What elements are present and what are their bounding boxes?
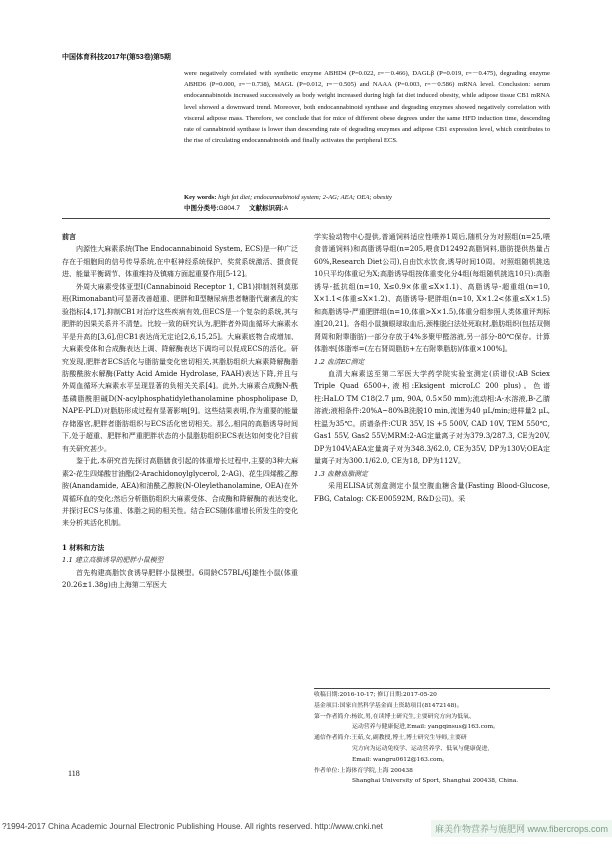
journal-header: 中国体育科技2017年(第53卷)第5期	[62, 54, 171, 61]
right-paragraph-2: 血清大麻素送至第二军医大学药学院实验室测定(质谱仪:AB Sciex Triple Quad 6500+,液相:Eksigent microLC 200 plus)。色谱柱:HaLO TM C18(2.7 μm, 90A, 0.5×50 mm);流动相:A-水溶液,B-乙腈溶液;液相条件:20%A~80%B洗脱10 min,流速为40 μL/min;进样量2 μL,柱温为35℃。质谱条件:CUR 35V, IS +5 500V, CAD 10V, TEM 550℃, Gas1 55V, Gas2 55V;MRM:2-AG定量离子对为379.3/287.3, CE为20V, DP为104V;AEA定量离子对为348.3/62.0, CE为35V, DP为130V;OEA定量离子对为300.1/62.0, CE为18, DP为112V。	[314, 369, 550, 466]
footnotes	[314, 690, 550, 787]
foreword-title: 前言	[62, 232, 76, 241]
keywords	[184, 192, 550, 203]
footnote-corr3: Email: wangru0612@163.com。	[352, 756, 449, 763]
footnote-corr2: 究方向为运动免疫学、运动营养学、低氧与健康促进,	[352, 745, 490, 752]
keywords-items: high fat diet; endocannabinoid system; 2-AG; AEA; OEA; obesity	[218, 194, 392, 201]
abstract-text: were negatively correlated with synthetic enzyme ABHD4 (P=0.022, r=－0.466), DAGLβ (P=0.019, r=－0.475), degrading enzyme ABHD6 (P=0.000, r=－0.738), MAGL (P=0.012, r=－0.505) and NAAA (P=0.003, r=－0.586) mRNA level. Conclusion: serum endocannabinoids increased successively as body weight increased during high fat diet induced obesity, while adipose tissue CB1 mRNA level showed a downward trend. Moreover, both endocannabinoid synthase and degrading enzymes showed negatively correlation with visceral adipose mass. Therefore, we conclude that for mice of different obese degrees under the same HFD induction time, descending rate of cannabinoid synthase is lower than descending rate of degrading enzymes and adipose CB1 expression level, which contributes to the rise of circulating endocannabinoids and finally activates the peripheral ECS.	[184, 70, 550, 145]
footnote-author1-cont: 运动营养与健康促进,Email: yangqinsus@163.com。	[352, 724, 499, 731]
cnki-link[interactable]: http://www.cnki.net	[314, 822, 383, 831]
section-1-3-title: 1.3 血糖血脂测定	[314, 469, 368, 478]
section-1-title: 1 材料和方法	[62, 542, 105, 552]
left-paragraph-2: 外周大麻素受体亚型Ⅰ(Cannabinoid Receptor 1, CB1)抑制剂利莫那班(Rimonabant)可显著改善超重、肥胖和Ⅱ型糖尿病患者糖脂代谢紊乱的实验指标[4,17],抑制CB1对治疗这些疾病有效,但ECS是一个复杂的系统,其与肥胖的因果关系并不清楚。比较一致的研究认为,肥胖者外周血循环大麻素水平是升高的[3,6],但CB1表达尚无定论[2,6,15,25]。大麻素底物合成增加、大麻素受体和合成酶表达上调、降解酶表达下调均可以促成ECS的活化。研究发现,肥胖者ECS活化与脂肪量变化密切相关,其脂肪组织大麻素降解酶脂肪酸酰胺水解酶(Fatty Acid Amide Hydrolase, FAAH)表达下降,并且与外周血循环大麻素水平呈现显著的负相关关系[4]。此外,大麻素合成酶N-酰基磷脂酰胆碱D(N-acylphosphatidylethanolamine phospholipase D, NAPE-PLD)对脂肪形成过程有显著影响[9]。这些结果表明,作为重要的能量存储器官,肥胖者脂肪组织与ECS活化密切相关。那么,相同的高脂诱导时间下,处于超重、肥胖和严重肥胖状态的小鼠脂肪组织ECS表达如何变化?目前有关研究甚少。	[62, 282, 298, 453]
footnote-corr1: 通信作者简介:王茹,女,副教授,博士,博士研究生导师,主要研	[314, 735, 467, 742]
copyright-line	[2, 822, 383, 831]
left-column	[62, 231, 298, 592]
left-paragraph-1: 内源性大麻素系统(The Endocannabinoid System, ECS)是一种广泛存在于细胞间的信号传导系统,在中枢神经系统保护、奖赏系统激活、摄食促进、能量平衡调节、体重维持及镇痛方面起重要作用[5-12]。	[62, 245, 298, 279]
right-column	[314, 231, 550, 505]
abstract-divider	[62, 218, 550, 219]
footnote-unit-en: Shanghai University of Sport, Shanghai 200438, China.	[352, 778, 519, 785]
footnote-unit: 作者单位:上海体育学院,上海 200438	[314, 767, 413, 774]
left-paragraph-4: 首先构建高脂饮食诱导肥胖小鼠模型。6周龄C57BL/6J雄性小鼠(体重20.26±1.38g)由上海第二军医大	[62, 568, 298, 590]
doc-value: A	[283, 205, 289, 212]
classification-line	[184, 203, 288, 212]
footnote-author1: 第一作者简介:杨钦,男,在读博士研究生,主要研究方向为低氧、	[314, 713, 475, 720]
copyright-text: ?1994-2017 China Academic Journal Electronic Publishing House. All rights reserved.	[2, 822, 313, 831]
section-1-1-title: 1.1 建立高脂诱导的肥胖小鼠模型	[62, 556, 164, 565]
watermark-badge: 麻美作物营养与施肥网 www.fibercrops.com	[431, 820, 612, 837]
footnote-divider	[314, 688, 550, 689]
right-paragraph-3: 采用ELISA试剂盒测定小鼠空腹血糖含量(Fasting Blood-Glucose, FBG, Catalog: CK-E00592M, R&D公司)。采	[314, 482, 550, 503]
page-number: 118	[68, 769, 80, 778]
section-1-2-title: 1.2 血清EC测定	[314, 357, 365, 366]
right-paragraph-1: 学实验动物中心提供,普通饲料适应性喂养1周后,随机分为对照组(n=25,喂食普通饲料)和高脂诱导组(n=205,喂食D12492高脂饲料,脂肪提供热量占60%,Research Diet公司),自由饮水饮食,诱导时间10周。对照组随机挑选10只平均体重记为X;高脂诱导组按体重变化分4组(每组随机挑选10只):高脂诱导-抵抗组(n=10, X≤0.9×体重≤X×1.1)、高脂诱导-超重组(n=10, X×1.1<体重≤X×1.2)、高脂诱导-肥胖组(n=10, X×1.2<体重≤X×1.5)和高脂诱导-严重肥胖组(n=10,体重>X×1.5),体重分组参照人类体重评判标准[20,21]。各组小鼠摘眼球取血后,颈椎脱臼法处死取材,脂肪组织(包括双侧肾周和附睾脂肪)一部分存放于4%多聚甲醛溶液,另一部分-80℃保存。计算体脂率[体脂率=(左右肾周脂肪+左右附睾脂肪)/体重×100%]。	[314, 233, 550, 354]
footnote-fund: 基金项目:国家自然科学基金面上资助项目(81472148)。	[314, 702, 463, 709]
bottom-bar	[0, 820, 612, 838]
keywords-label: Key words:	[184, 194, 217, 201]
clc-value: G804.7	[218, 205, 240, 212]
doc-label: 文献标识码:	[249, 205, 284, 212]
left-paragraph-3: 鉴于此,本研究首先探讨高脂膳食引起的体重增长过程中,主要的3种大麻素2-花生四烯酸甘油酯(2-Arachidonoylglycerol, 2-AG)、花生四烯酸乙醇胺(Anandamide, AEA)和油酰乙醇胺(N-Oleylethanolamine, OEA)在外周循环血的变化;然后分析脂肪组织大麻素受体、合成酶和降解酶的表达变化,并探讨ECS与体重、体脂之间的相关性。结合ECS随体重增长所发生的变化来分析其活化机制。	[62, 457, 298, 528]
clc-label: 中图分类号:	[184, 205, 219, 212]
footnote-received: 收稿日期:2016-10-17; 修订日期:2017-05-20	[314, 692, 437, 698]
